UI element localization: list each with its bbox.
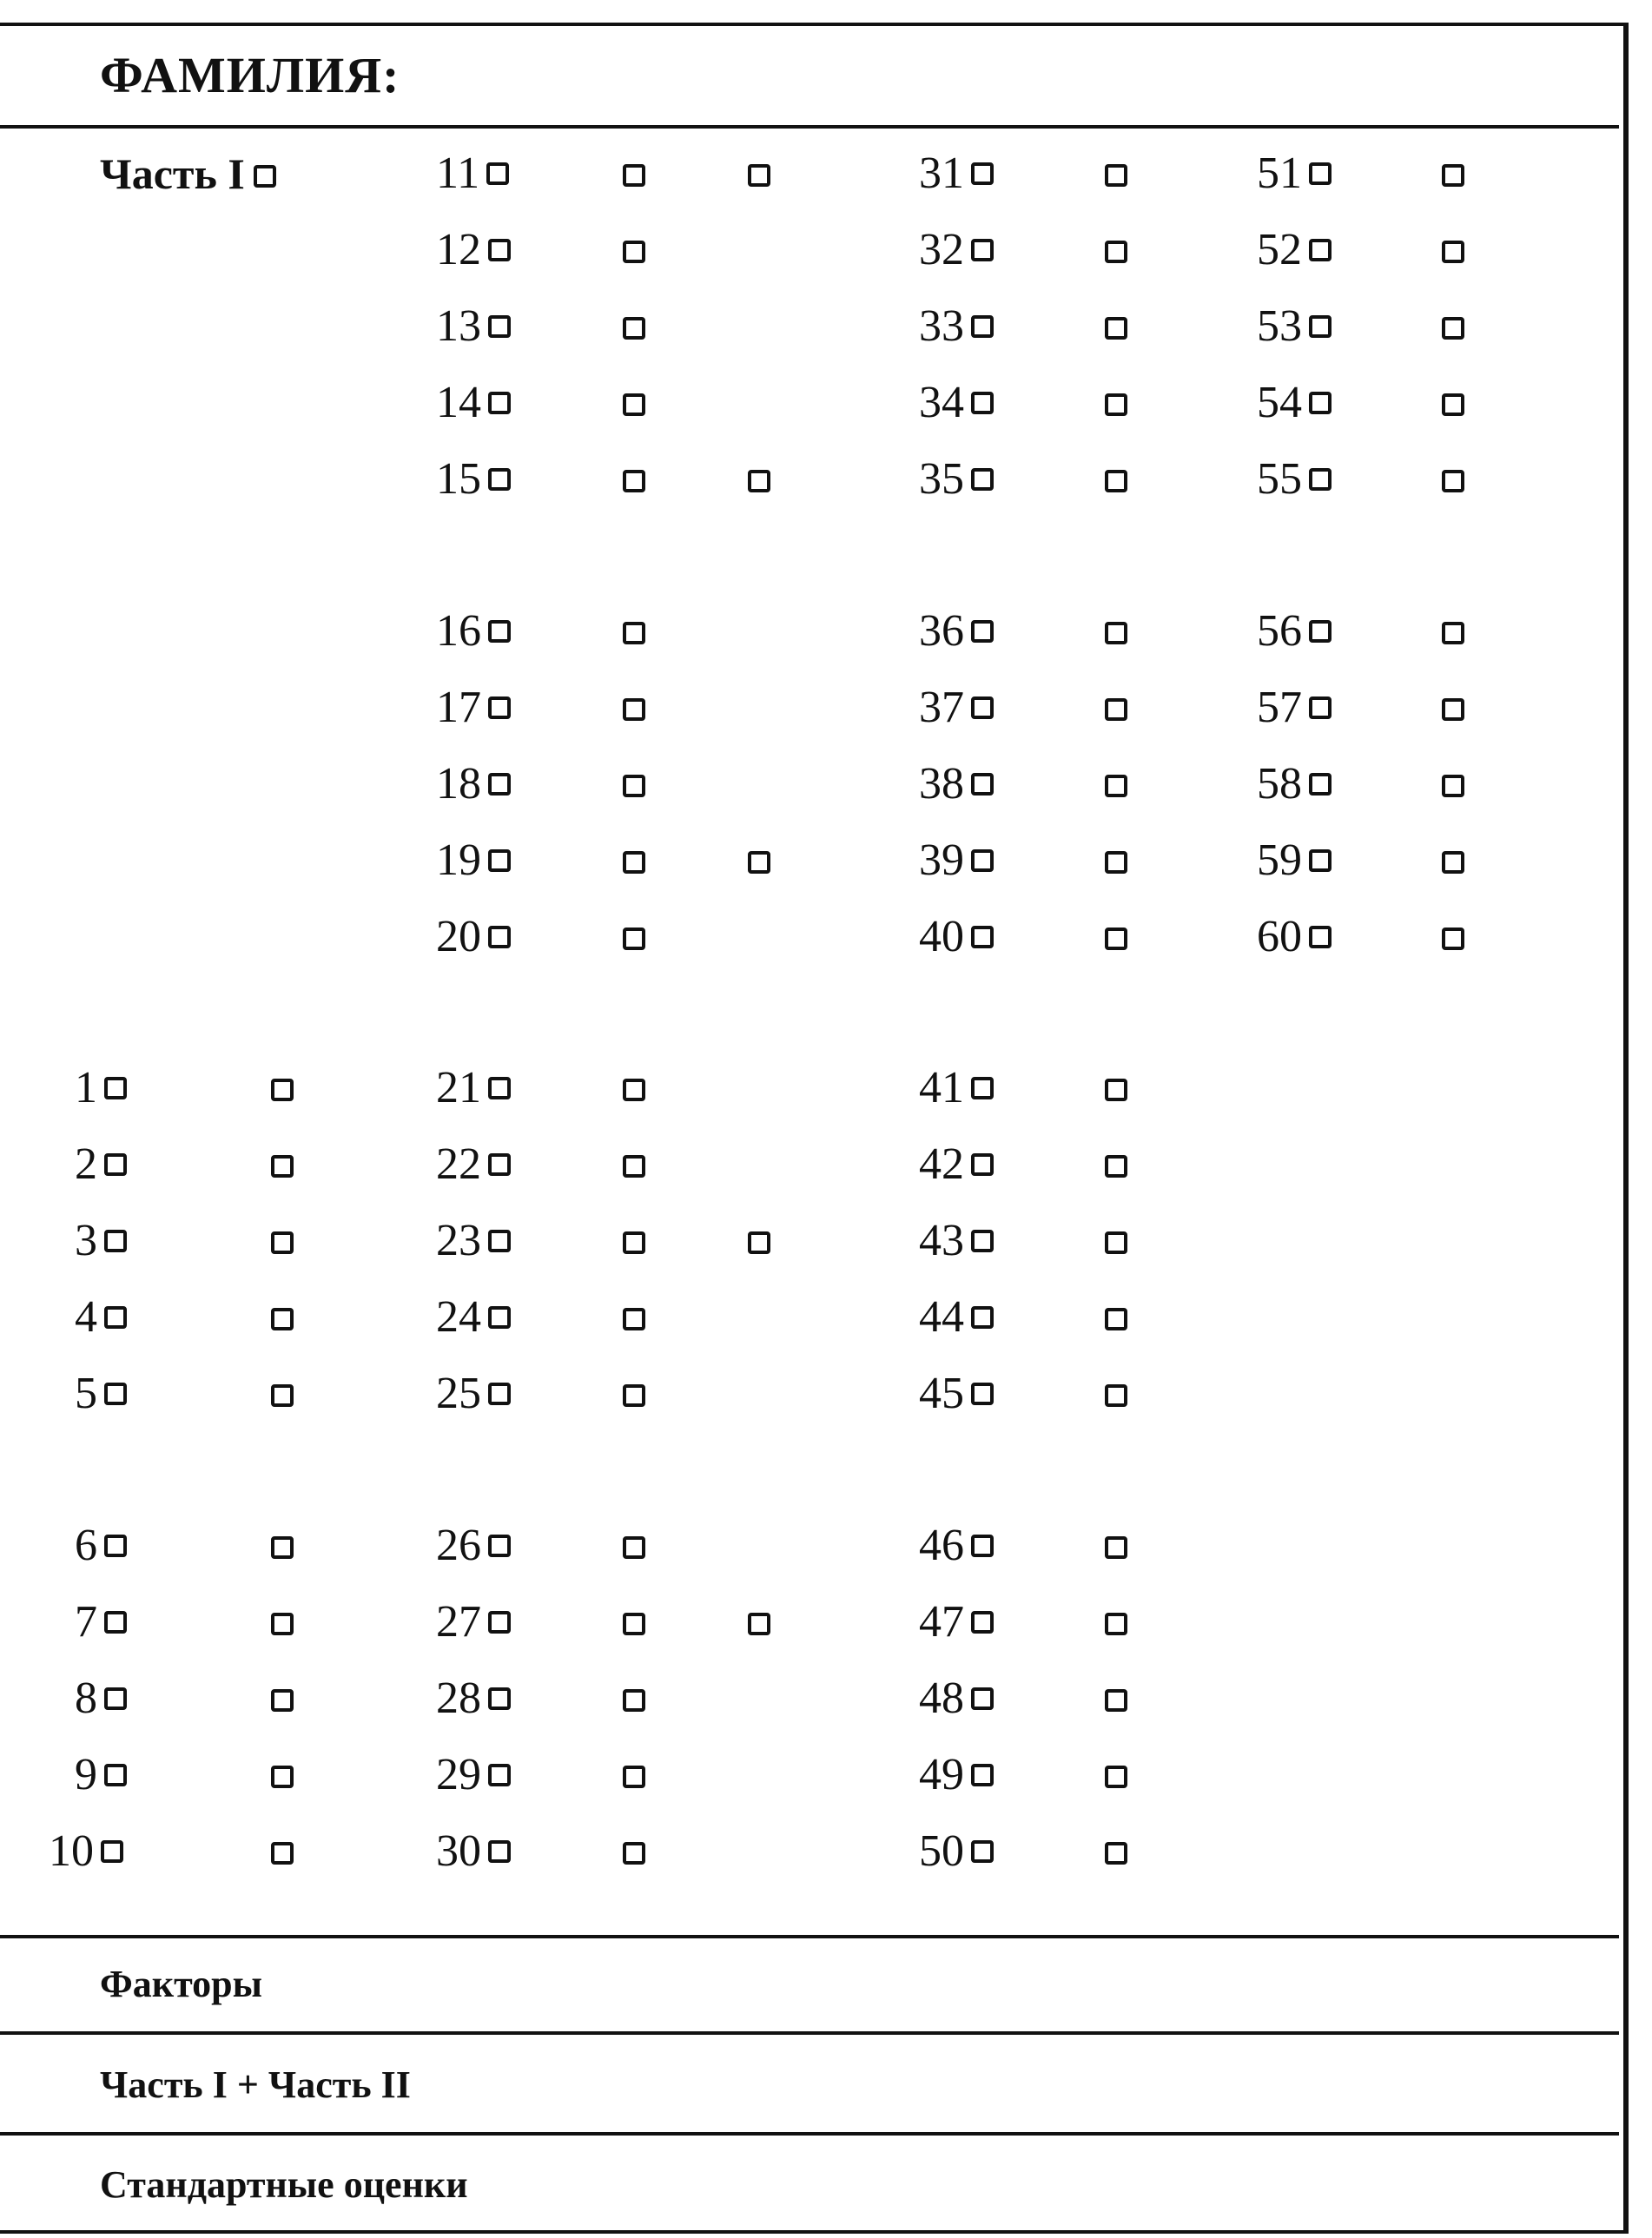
item-51 bbox=[1257, 148, 1332, 200]
item-number: 29 bbox=[436, 1750, 481, 1799]
item-60 bbox=[1257, 911, 1332, 963]
answer-checkbox-b[interactable] bbox=[1105, 164, 1127, 187]
answer-checkbox-a[interactable] bbox=[488, 468, 511, 491]
item-number: 51 bbox=[1257, 149, 1302, 198]
answer-checkbox-b[interactable] bbox=[1105, 928, 1127, 950]
answer-checkbox-a[interactable] bbox=[488, 1535, 511, 1557]
answer-checkbox-a[interactable] bbox=[1309, 773, 1332, 796]
item-number: 12 bbox=[436, 225, 481, 274]
item-18 bbox=[436, 758, 511, 810]
answer-checkbox-a[interactable] bbox=[104, 1764, 127, 1786]
item-55 bbox=[1257, 453, 1332, 505]
item-29 bbox=[436, 1749, 511, 1801]
item-number: 24 bbox=[436, 1292, 481, 1342]
answer-checkbox-b[interactable] bbox=[1442, 698, 1464, 721]
item-12 bbox=[436, 224, 511, 276]
part-one-label bbox=[100, 148, 276, 200]
item-2 bbox=[75, 1139, 127, 1191]
item-number: 43 bbox=[919, 1216, 964, 1265]
item-number: 40 bbox=[919, 912, 964, 961]
item-30 bbox=[436, 1825, 511, 1878]
item-49 bbox=[919, 1749, 994, 1801]
item-13 bbox=[436, 300, 511, 353]
answer-checkbox-b[interactable] bbox=[271, 1613, 294, 1635]
item-number: 53 bbox=[1257, 301, 1302, 351]
item-number: 17 bbox=[436, 683, 481, 732]
item-number: 20 bbox=[436, 912, 481, 961]
answer-checkbox-b[interactable] bbox=[1442, 164, 1464, 187]
item-number: 49 bbox=[919, 1750, 964, 1799]
answer-checkbox-a[interactable] bbox=[104, 1687, 127, 1710]
answer-checkbox-a[interactable] bbox=[1309, 392, 1332, 414]
answer-checkbox-a[interactable] bbox=[104, 1306, 127, 1329]
answer-checkbox-b[interactable] bbox=[271, 1766, 294, 1788]
item-number: 22 bbox=[436, 1139, 481, 1189]
item-number: 8 bbox=[75, 1674, 97, 1723]
answer-checkbox-a[interactable] bbox=[971, 162, 994, 185]
item-number: 1 bbox=[75, 1063, 97, 1112]
answer-checkbox-a[interactable] bbox=[488, 1306, 511, 1329]
item-6 bbox=[75, 1520, 127, 1572]
item-22 bbox=[436, 1139, 511, 1191]
answer-checkbox-b[interactable] bbox=[271, 1384, 294, 1407]
answer-checkbox-b[interactable] bbox=[1105, 470, 1127, 492]
item-number: 25 bbox=[436, 1369, 481, 1418]
answer-checkbox-b[interactable] bbox=[1442, 775, 1464, 797]
answer-checkbox-a[interactable] bbox=[1309, 620, 1332, 643]
item-24 bbox=[436, 1291, 511, 1343]
item-number: 5 bbox=[75, 1369, 97, 1418]
item-number: 14 bbox=[436, 378, 481, 427]
answer-checkbox-a[interactable] bbox=[971, 315, 994, 338]
answer-checkbox-a[interactable] bbox=[1309, 468, 1332, 491]
item-53 bbox=[1257, 300, 1332, 353]
item-20 bbox=[436, 911, 511, 963]
answer-checkbox-a[interactable] bbox=[971, 696, 994, 719]
answer-checkbox-a[interactable] bbox=[488, 239, 511, 261]
answer-checkbox-b[interactable] bbox=[623, 1079, 645, 1101]
answer-checkbox-b[interactable] bbox=[1442, 393, 1464, 416]
item-3 bbox=[75, 1215, 127, 1267]
item-number: 31 bbox=[919, 149, 964, 198]
answer-checkbox-b[interactable] bbox=[1105, 241, 1127, 263]
answer-checkbox-a[interactable] bbox=[488, 849, 511, 872]
item-number: 9 bbox=[75, 1750, 97, 1799]
item-7 bbox=[75, 1596, 127, 1648]
item-37 bbox=[919, 682, 994, 734]
part-one-label-text: Часть I bbox=[100, 149, 245, 198]
answer-checkbox-a[interactable] bbox=[971, 926, 994, 948]
item-17 bbox=[436, 682, 511, 734]
item-44 bbox=[919, 1291, 994, 1343]
item-number: 37 bbox=[919, 683, 964, 732]
answer-checkbox-c[interactable] bbox=[748, 851, 770, 874]
answer-checkbox-b[interactable] bbox=[623, 775, 645, 797]
answer-checkbox-c[interactable] bbox=[748, 1231, 770, 1254]
item-number: 33 bbox=[919, 301, 964, 351]
answer-checkbox-a[interactable] bbox=[971, 1687, 994, 1710]
item-40 bbox=[919, 911, 994, 963]
answer-checkbox-a[interactable] bbox=[1309, 239, 1332, 261]
answer-checkbox-b[interactable] bbox=[1105, 1231, 1127, 1254]
answer-checkbox-b[interactable] bbox=[1105, 393, 1127, 416]
answer-checkbox-a[interactable] bbox=[488, 1687, 511, 1710]
answer-checkbox-a[interactable] bbox=[101, 1840, 123, 1863]
answer-checkbox-b[interactable] bbox=[1105, 1384, 1127, 1407]
answer-checkbox-a[interactable] bbox=[971, 1840, 994, 1863]
answer-checkbox-a[interactable] bbox=[971, 392, 994, 414]
answer-checkbox-a[interactable] bbox=[1309, 162, 1332, 185]
answer-checkbox-b[interactable] bbox=[1442, 928, 1464, 950]
answer-checkbox-a[interactable] bbox=[971, 1153, 994, 1176]
item-number: 45 bbox=[919, 1369, 964, 1418]
item-50 bbox=[919, 1825, 994, 1878]
answer-checkbox-a[interactable] bbox=[104, 1611, 127, 1634]
answer-checkbox-a[interactable] bbox=[488, 1153, 511, 1176]
answer-checkbox-b[interactable] bbox=[623, 928, 645, 950]
item-number: 36 bbox=[919, 606, 964, 656]
answer-checkbox-a[interactable] bbox=[971, 1535, 994, 1557]
answer-checkbox-a[interactable] bbox=[971, 773, 994, 796]
divider-above-factors bbox=[0, 1935, 1619, 1938]
item-number: 4 bbox=[75, 1292, 97, 1342]
item-number: 46 bbox=[919, 1521, 964, 1570]
answer-checkbox-b[interactable] bbox=[623, 1308, 645, 1330]
answer-checkbox-a[interactable] bbox=[104, 1077, 127, 1099]
item-number: 56 bbox=[1257, 606, 1302, 656]
item-9 bbox=[75, 1749, 127, 1801]
answer-checkbox-b[interactable] bbox=[623, 164, 645, 187]
answer-checkbox-b[interactable] bbox=[623, 698, 645, 721]
item-32 bbox=[919, 224, 994, 276]
factors-label: Факторы bbox=[100, 1963, 262, 2005]
answer-checkbox-b[interactable] bbox=[1105, 851, 1127, 874]
answer-checkbox-c[interactable] bbox=[748, 470, 770, 492]
answer-checkbox-a[interactable] bbox=[1309, 696, 1332, 719]
item-number: 57 bbox=[1257, 683, 1302, 732]
standard-scores-label: Стандартные оценки bbox=[100, 2163, 468, 2206]
answer-checkbox-a[interactable] bbox=[971, 1611, 994, 1634]
answer-checkbox-a[interactable] bbox=[971, 1306, 994, 1329]
answer-checkbox-a[interactable] bbox=[971, 620, 994, 643]
item-14 bbox=[436, 377, 511, 429]
part-one-checkbox[interactable] bbox=[254, 165, 276, 188]
answer-checkbox-b[interactable] bbox=[271, 1079, 294, 1101]
answer-sheet-frame bbox=[0, 23, 1629, 2234]
answer-checkbox-b[interactable] bbox=[271, 1155, 294, 1178]
answer-checkbox-a[interactable] bbox=[488, 1611, 511, 1634]
answer-checkbox-a[interactable] bbox=[971, 1230, 994, 1252]
answer-checkbox-a[interactable] bbox=[486, 162, 509, 185]
answer-checkbox-a[interactable] bbox=[104, 1535, 127, 1557]
item-59 bbox=[1257, 835, 1332, 887]
answer-checkbox-a[interactable] bbox=[488, 392, 511, 414]
item-number: 60 bbox=[1257, 912, 1302, 961]
answer-checkbox-b[interactable] bbox=[623, 393, 645, 416]
answer-checkbox-a[interactable] bbox=[104, 1230, 127, 1252]
item-number: 52 bbox=[1257, 225, 1302, 274]
answer-checkbox-a[interactable] bbox=[971, 1764, 994, 1786]
answer-checkbox-a[interactable] bbox=[488, 696, 511, 719]
item-33 bbox=[919, 300, 994, 353]
answer-checkbox-b[interactable] bbox=[271, 1231, 294, 1254]
item-number: 39 bbox=[919, 835, 964, 885]
item-10 bbox=[49, 1825, 123, 1878]
item-number: 16 bbox=[436, 606, 481, 656]
answer-checkbox-b[interactable] bbox=[271, 1689, 294, 1712]
answer-checkbox-b[interactable] bbox=[623, 622, 645, 644]
item-19 bbox=[436, 835, 511, 887]
answer-checkbox-b[interactable] bbox=[1105, 1766, 1127, 1788]
item-23 bbox=[436, 1215, 511, 1267]
item-number: 41 bbox=[919, 1063, 964, 1112]
answer-checkbox-b[interactable] bbox=[1105, 1613, 1127, 1635]
item-number: 58 bbox=[1257, 759, 1302, 809]
item-number: 47 bbox=[919, 1597, 964, 1647]
item-number: 50 bbox=[919, 1826, 964, 1876]
answer-checkbox-b[interactable] bbox=[1105, 1155, 1127, 1178]
answer-checkbox-a[interactable] bbox=[971, 468, 994, 491]
item-number: 42 bbox=[919, 1139, 964, 1189]
answer-checkbox-b[interactable] bbox=[623, 1536, 645, 1559]
item-number: 28 bbox=[436, 1674, 481, 1723]
answer-checkbox-b[interactable] bbox=[1105, 1842, 1127, 1865]
item-26 bbox=[436, 1520, 511, 1572]
item-4 bbox=[75, 1291, 127, 1343]
item-number: 13 bbox=[436, 301, 481, 351]
answer-checkbox-a[interactable] bbox=[971, 1077, 994, 1099]
item-46 bbox=[919, 1520, 994, 1572]
answer-checkbox-a[interactable] bbox=[488, 620, 511, 643]
answer-checkbox-b[interactable] bbox=[623, 1155, 645, 1178]
item-47 bbox=[919, 1596, 994, 1648]
item-number: 10 bbox=[49, 1826, 94, 1876]
answer-checkbox-a[interactable] bbox=[488, 315, 511, 338]
answer-checkbox-b[interactable] bbox=[1105, 775, 1127, 797]
answer-checkbox-b[interactable] bbox=[1105, 698, 1127, 721]
answer-checkbox-b[interactable] bbox=[623, 317, 645, 340]
answer-checkbox-b[interactable] bbox=[623, 1766, 645, 1788]
answer-checkbox-b[interactable] bbox=[623, 241, 645, 263]
item-48 bbox=[919, 1673, 994, 1725]
answer-checkbox-b[interactable] bbox=[1442, 317, 1464, 340]
answer-checkbox-b[interactable] bbox=[1442, 241, 1464, 263]
item-56 bbox=[1257, 605, 1332, 657]
answer-checkbox-b[interactable] bbox=[623, 470, 645, 492]
item-54 bbox=[1257, 377, 1332, 429]
answer-checkbox-b[interactable] bbox=[623, 1384, 645, 1407]
answer-checkbox-b[interactable] bbox=[271, 1842, 294, 1865]
item-number: 32 bbox=[919, 225, 964, 274]
item-number: 35 bbox=[919, 454, 964, 504]
answer-checkbox-a[interactable] bbox=[104, 1383, 127, 1405]
answer-checkbox-a[interactable] bbox=[488, 926, 511, 948]
answer-checkbox-a[interactable] bbox=[971, 849, 994, 872]
item-5 bbox=[75, 1368, 127, 1420]
item-number: 11 bbox=[436, 149, 480, 198]
item-16 bbox=[436, 605, 511, 657]
item-38 bbox=[919, 758, 994, 810]
answer-checkbox-c[interactable] bbox=[748, 164, 770, 187]
item-number: 15 bbox=[436, 454, 481, 504]
item-25 bbox=[436, 1368, 511, 1420]
divider-under-surname bbox=[0, 125, 1619, 129]
answer-checkbox-b[interactable] bbox=[1105, 1079, 1127, 1101]
item-45 bbox=[919, 1368, 994, 1420]
item-34 bbox=[919, 377, 994, 429]
item-43 bbox=[919, 1215, 994, 1267]
answer-checkbox-b[interactable] bbox=[623, 1231, 645, 1254]
item-42 bbox=[919, 1139, 994, 1191]
item-15 bbox=[436, 453, 511, 505]
answer-checkbox-a[interactable] bbox=[488, 1840, 511, 1863]
answer-checkbox-c[interactable] bbox=[748, 1613, 770, 1635]
item-number: 3 bbox=[75, 1216, 97, 1265]
answer-checkbox-b[interactable] bbox=[1105, 317, 1127, 340]
answer-checkbox-b[interactable] bbox=[271, 1536, 294, 1559]
answer-checkbox-b[interactable] bbox=[623, 1689, 645, 1712]
item-number: 23 bbox=[436, 1216, 481, 1265]
item-number: 27 bbox=[436, 1597, 481, 1647]
item-number: 18 bbox=[436, 759, 481, 809]
answer-checkbox-b[interactable] bbox=[1105, 622, 1127, 644]
answer-checkbox-b[interactable] bbox=[1105, 1308, 1127, 1330]
item-number: 26 bbox=[436, 1521, 481, 1570]
item-number: 54 bbox=[1257, 378, 1302, 427]
answer-checkbox-a[interactable] bbox=[971, 1383, 994, 1405]
item-52 bbox=[1257, 224, 1332, 276]
answer-checkbox-a[interactable] bbox=[1309, 926, 1332, 948]
answer-checkbox-a[interactable] bbox=[488, 773, 511, 796]
answer-checkbox-b[interactable] bbox=[1442, 851, 1464, 874]
item-57 bbox=[1257, 682, 1332, 734]
item-36 bbox=[919, 605, 994, 657]
item-number: 7 bbox=[75, 1597, 97, 1647]
item-58 bbox=[1257, 758, 1332, 810]
item-number: 55 bbox=[1257, 454, 1302, 504]
answer-checkbox-a[interactable] bbox=[488, 1077, 511, 1099]
item-number: 30 bbox=[436, 1826, 481, 1876]
item-number: 34 bbox=[919, 378, 964, 427]
item-28 bbox=[436, 1673, 511, 1725]
item-41 bbox=[919, 1062, 994, 1114]
item-1 bbox=[75, 1062, 127, 1114]
answer-checkbox-a[interactable] bbox=[488, 1383, 511, 1405]
answer-checkbox-a[interactable] bbox=[971, 239, 994, 261]
answer-checkbox-b[interactable] bbox=[1442, 470, 1464, 492]
answer-checkbox-b[interactable] bbox=[623, 1613, 645, 1635]
item-21 bbox=[436, 1062, 511, 1114]
item-number: 19 bbox=[436, 835, 481, 885]
answer-checkbox-a[interactable] bbox=[1309, 849, 1332, 872]
item-number: 48 bbox=[919, 1674, 964, 1723]
item-8 bbox=[75, 1673, 127, 1725]
answer-checkbox-b[interactable] bbox=[1442, 622, 1464, 644]
parts-sum-label: Часть I + Часть II bbox=[100, 2063, 411, 2106]
item-number: 21 bbox=[436, 1063, 481, 1112]
item-number: 38 bbox=[919, 759, 964, 809]
item-39 bbox=[919, 835, 994, 887]
item-11 bbox=[436, 148, 509, 200]
item-number: 6 bbox=[75, 1521, 97, 1570]
item-number: 44 bbox=[919, 1292, 964, 1342]
surname-field-label: ФАМИЛИЯ: bbox=[100, 47, 400, 103]
item-31 bbox=[919, 148, 994, 200]
answer-checkbox-b[interactable] bbox=[1105, 1689, 1127, 1712]
answer-checkbox-a[interactable] bbox=[1309, 315, 1332, 338]
answer-checkbox-a[interactable] bbox=[488, 1230, 511, 1252]
answer-checkbox-a[interactable] bbox=[488, 1764, 511, 1786]
item-35 bbox=[919, 453, 994, 505]
answer-checkbox-b[interactable] bbox=[623, 1842, 645, 1865]
item-number: 2 bbox=[75, 1139, 97, 1189]
divider-above-standard-scores bbox=[0, 2132, 1619, 2136]
item-27 bbox=[436, 1596, 511, 1648]
answer-checkbox-b[interactable] bbox=[623, 851, 645, 874]
item-number: 59 bbox=[1257, 835, 1302, 885]
divider-above-parts-sum bbox=[0, 2031, 1619, 2035]
answer-checkbox-b[interactable] bbox=[271, 1308, 294, 1330]
answer-checkbox-b[interactable] bbox=[1105, 1536, 1127, 1559]
answer-checkbox-a[interactable] bbox=[104, 1153, 127, 1176]
